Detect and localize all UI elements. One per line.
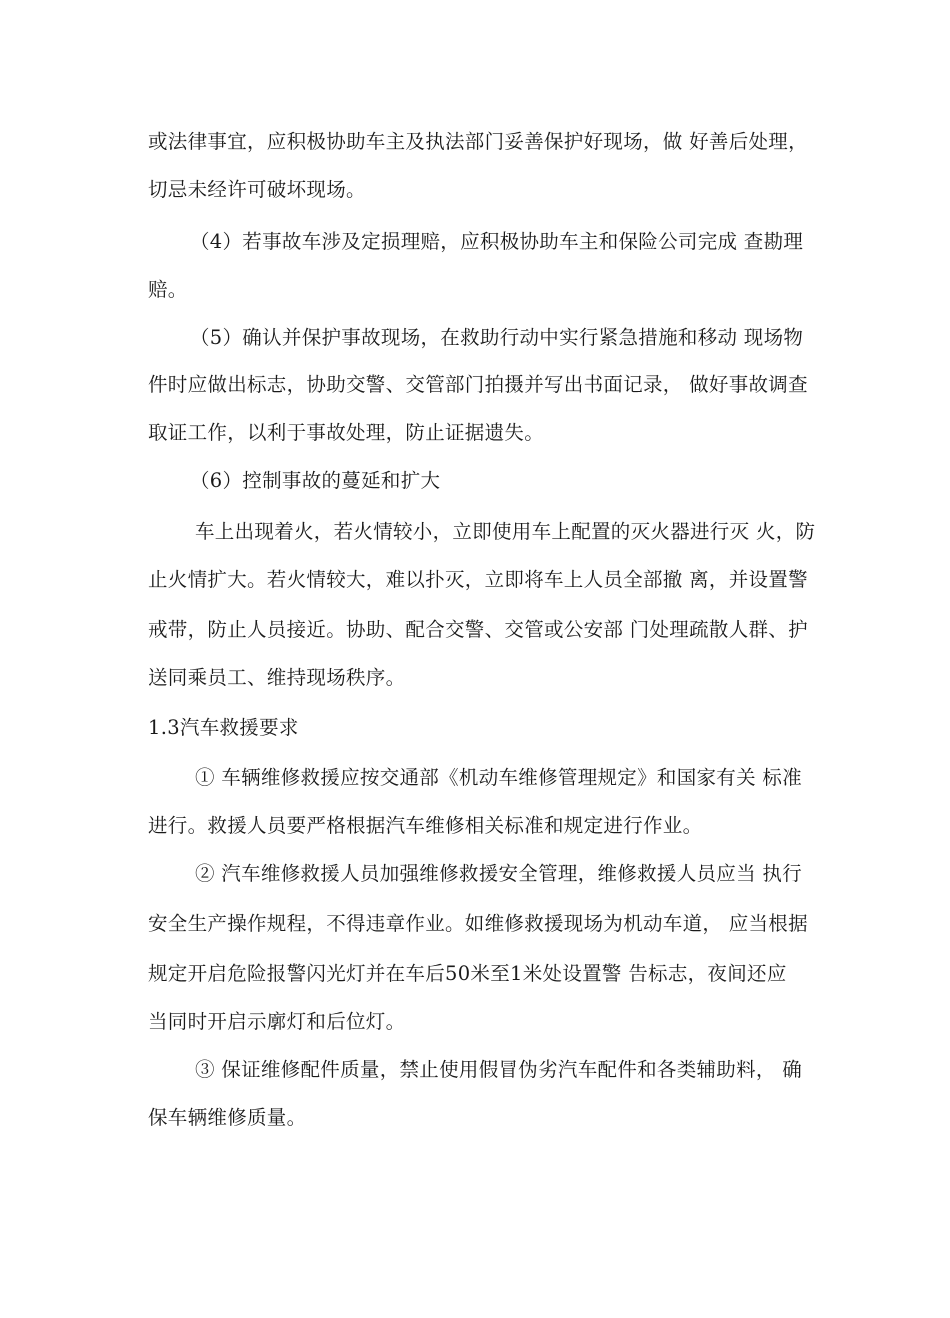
text-line: ① 车辆维修救援应按交通部《机动车维修管理规定》和国家有关 标准: [195, 766, 802, 789]
text-line: 件时应做出标志，协助交警、交管部门拍摄并写出书面记录， 做好事故调查: [148, 373, 808, 396]
text-line: ③ 保证维修配件质量，禁止使用假冒伪劣汽车配件和各类辅助料， 确: [195, 1058, 802, 1081]
text-line: 赔。: [148, 278, 188, 301]
text-line: （6）控制事故的蔓延和扩大: [190, 469, 441, 492]
section-heading: 1.3汽车救援要求: [148, 716, 299, 739]
text-line: 送同乘员工、维持现场秩序。: [148, 666, 406, 689]
text-line: 规定开启危险报警闪光灯并在车后50米至1米处设置警 告标志，夜间还应: [148, 962, 787, 985]
text-line: 止火情扩大。若火情较大，难以扑灭，立即将车上人员全部撤 离，并设置警: [148, 568, 808, 591]
text-line: 保车辆维修质量。: [148, 1106, 307, 1129]
text-line: 进行。救援人员要严格根据汽车维修相关标准和规定进行作业。: [148, 814, 703, 837]
text-line: （4）若事故车涉及定损理赔，应积极协助车主和保险公司完成 查勘理: [190, 230, 804, 253]
text-line: 车上出现着火，若火情较小，立即使用车上配置的灭火器进行灭 火，防: [195, 520, 816, 543]
text-line: ② 汽车维修救援人员加强维修救援安全管理，维修救援人员应当 执行: [195, 862, 802, 885]
text-line: 或法律事宜，应积极协助车主及执法部门妥善保护好现场，做 好善后处理，: [148, 130, 808, 153]
text-line: 戒带，防止人员接近。协助、配合交警、交管或公安部 门处理疏散人群、护: [148, 618, 808, 641]
text-line: 当同时开启示廓灯和后位灯。: [148, 1010, 406, 1033]
text-line: （5）确认并保护事故现场，在救助行动中实行紧急措施和移动 现场物: [190, 326, 804, 349]
text-line: 取证工作，以利于事故处理，防止证据遗失。: [148, 421, 545, 444]
text-line: 安全生产操作规程，不得违章作业。如维修救援现场为机动车道， 应当根据: [148, 912, 808, 935]
text-line: 切忌未经许可破坏现场。: [148, 178, 366, 201]
